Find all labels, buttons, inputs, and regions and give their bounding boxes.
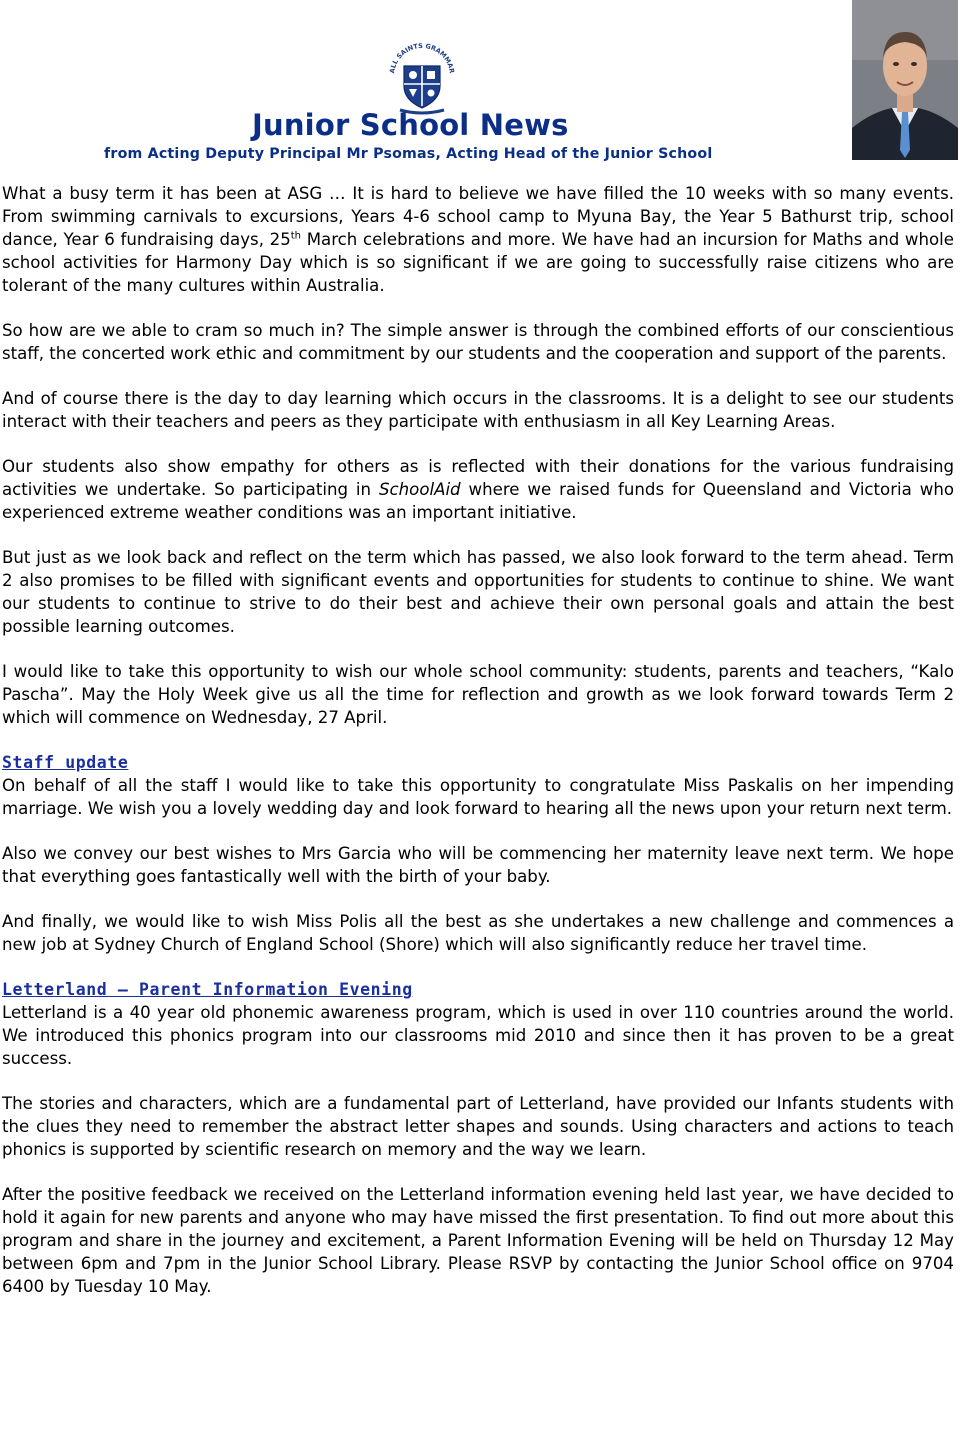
paragraph: On behalf of all the staff I would like to take this opportunity to congratulate Miss Paskalis on her impending marriage. We wish you a lovely wedding day and look forward to hearing all the news upon your return next term.	[2, 776, 954, 818]
paragraph: And finally, we would like to wish Miss Polis all the best as she undertakes a new challenge and commences a new job at Sydney Church of England School (Shore) which will also significantly reduce her travel time.	[2, 912, 954, 954]
paragraph: Also we convey our best wishes to Mrs Garcia who will be commencing her maternity leave next term. We hope that everything goes fantastically well with the birth of your baby.	[2, 844, 954, 886]
paragraph: So how are we able to cram so much in? The simple answer is through the combined efforts of our conscientious staff, the concerted work ethic and commitment by our students and the cooperation and support of the parents.	[2, 321, 954, 363]
page-title: Junior School News	[252, 108, 569, 142]
section-heading-letterland: Letterland – Parent Information Evening	[2, 980, 413, 999]
article-body	[2, 182, 954, 1298]
newsletter-header	[0, 0, 960, 180]
paragraph: After the positive feedback we received on the Letterland information evening held last year, we have decided to hold it again for new parents and anyone who may have missed the first presentation. To find out more about this program and share in the journey and excitement, a Parent Information Evening will be held on Thursday 12 May between 6pm and 7pm in the Junior School Library. Please RSVP by contacting the Junior School office on 9704 6400 by Tuesday 10 May.	[2, 1185, 954, 1296]
paragraph: But just as we look back and reflect on the term which has passed, we also look forward to the term ahead. Term 2 also promises to be filled with significant events and opportunities for students to continue to shine. We want our students to continue to strive to do their best and achieve their own personal goals and attain the best possible learning outcomes.	[2, 548, 954, 636]
intro-paragraph: What a busy term it has been at ASG … It is hard to believe we have filled the 10 weeks with so many events. From swimming carnivals to excursions, Years 4-6 school camp to Myuna Bay, the Year 5 Bathurst trip, school dance, Year 6 fundraising days, 25th March celebrations and more. We have had an incursion for Maths and whole school activities for Harmony Day which is so significant if we are going to successfully raise citizens who are tolerant of the many cultures within Australia.	[2, 184, 954, 295]
svg-text:ALL SAINTS GRAMMAR: ALL SAINTS GRAMMAR	[388, 41, 456, 74]
paragraph: I would like to take this opportunity to wish our whole school community: students, parents and teachers, “Kalo Pascha”. May the Holy Week give us all the time for reflection and growth as we look forward towards Term 2 which will commence on Wednesday, 27 April.	[2, 662, 954, 727]
paragraph: And of course there is the day to day learning which occurs in the classrooms. It is a delight to see our students interact with their teachers and peers as they participate with enthusiasm in all Key Learning Areas.	[2, 389, 954, 431]
principal-photo	[852, 0, 958, 160]
paragraph: The stories and characters, which are a fundamental part of Letterland, have provided our Infants students with the clues they need to remember the abstract letter shapes and sounds. Using characters and actions to teach phonics is supported by scientific research on memory and the way we learn.	[2, 1094, 954, 1159]
section-heading-staff-update: Staff update	[2, 753, 129, 772]
school-crest-logo	[382, 36, 462, 116]
page-subtitle: from Acting Deputy Principal Mr Psomas, Acting Head of the Junior School	[104, 146, 713, 162]
paragraph: Our students also show empathy for others as is reflected with their donations for the various fundraising activities we undertake. So participating in SchoolAid where we raised funds for Queensland and Victoria who experienced extreme weather conditions was an important initiative.	[2, 457, 954, 522]
schoolaid-name: SchoolAid	[379, 480, 461, 499]
paragraph: Letterland is a 40 year old phonemic awareness program, which is used in over 110 countries around the world. We introduced this phonics program into our classrooms mid 2010 and since then it has proven to be a great success.	[2, 1003, 954, 1068]
